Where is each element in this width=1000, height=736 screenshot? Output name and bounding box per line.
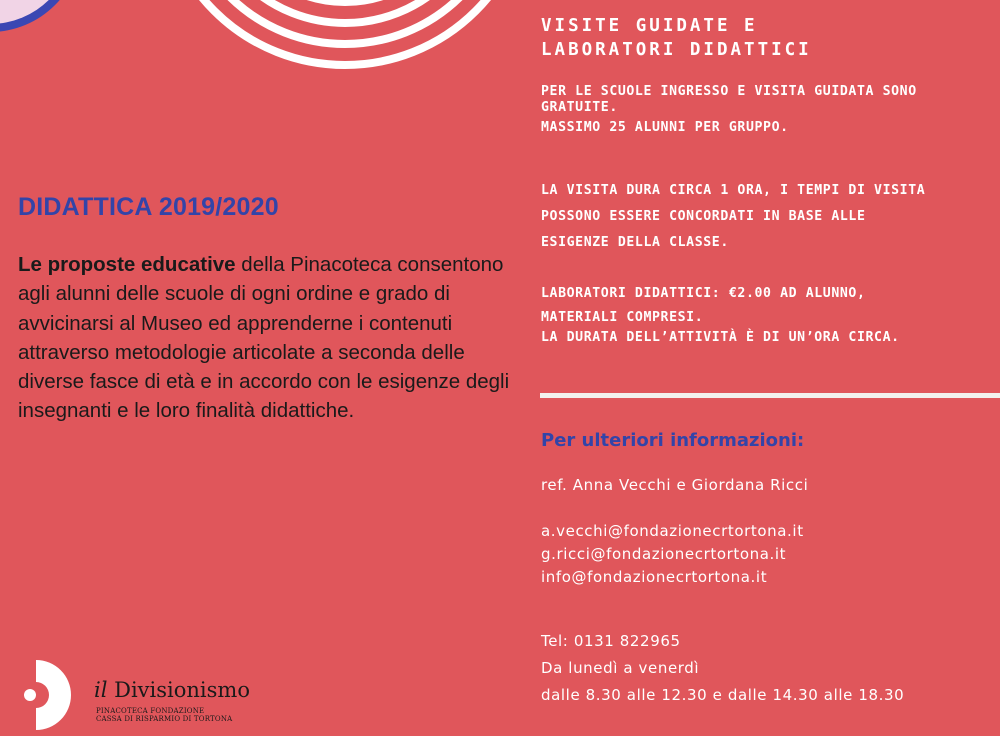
guided-visits-title-line1: VISITE GUIDATE E <box>541 16 758 36</box>
logo-name <box>94 678 250 702</box>
logo-mark-icon <box>18 658 90 733</box>
phone-number[interactable]: Tel: 0131 822965 <box>541 632 681 650</box>
logo-subtitle-line2: CASSA DI RISPARMIO DI TORTONA <box>96 715 233 723</box>
decorative-circle-outer <box>0 0 82 32</box>
divisionismo-logo <box>18 658 248 733</box>
decorative-circle-inner <box>0 0 74 24</box>
schools-line-3: MASSIMO 25 ALUNNI PER GRUPPO. <box>541 120 789 135</box>
duration-line-2: POSSONO ESSERE CONCORDATI IN BASE ALLE <box>541 209 866 224</box>
guided-visits-title <box>541 14 812 62</box>
contact-heading: Per ulteriori informazioni: <box>541 430 805 451</box>
email-link-1[interactable]: a.vecchi@fondazionecrtortona.it <box>541 522 804 540</box>
laboratory-info <box>541 282 996 350</box>
duration-line-3: ESIGENZE DELLA CLASSE. <box>541 235 729 250</box>
intro-bold-text: Le proposte educative <box>18 253 236 276</box>
contact-ref: ref. Anna Vecchi e Giordana Ricci <box>541 476 809 494</box>
schools-line-1: PER LE SCUOLE INGRESSO E VISITA GUIDATA SONO <box>541 84 917 99</box>
schools-info <box>541 84 996 136</box>
decorative-ring-4 <box>223 0 467 2</box>
duration-info <box>541 178 996 256</box>
contact-hours <box>541 628 904 709</box>
lab-line-3: LA DURATA DELL’ATTIVITÀ È DI UN’ORA CIRCA. <box>541 330 900 345</box>
section-title: DIDATTICA 2019/2020 <box>18 193 279 221</box>
intro-text: della Pinacoteca consentono agli alunni delle scuole di ogni ordine e grado di avvicinarsi al Museo ed apprenderne i contenuti attraverso metodologie articolate a seconda delle diverse fasce di età e in accordo con le esigenze degli insegnanti e le loro finalità didattiche. <box>18 253 510 423</box>
schools-line-2: GRATUITE. <box>541 100 618 115</box>
logo-subtitle <box>96 707 232 723</box>
logo-subtitle-line1: PINACOTECA FONDAZIONE <box>96 707 205 715</box>
opening-hours: dalle 8.30 alle 12.30 e dalle 14.30 alle 18.30 <box>541 686 905 704</box>
intro-paragraph <box>18 250 523 426</box>
logo-name-text: Divisionismo <box>107 678 250 702</box>
section-divider <box>540 393 1000 398</box>
logo-name-italic: il <box>94 678 108 702</box>
email-link-3[interactable]: info@fondazionecrtortona.it <box>541 568 768 586</box>
email-link-2[interactable]: g.ricci@fondazionecrtortona.it <box>541 545 787 563</box>
duration-line-1: LA VISITA DURA CIRCA 1 ORA, I TEMPI DI VISITA <box>541 183 926 198</box>
decorative-ring-1 <box>160 0 530 65</box>
opening-days: Da lunedì a venerdì <box>541 659 700 677</box>
guided-visits-title-line2: LABORATORI DIDATTICI <box>541 40 812 60</box>
contact-emails <box>541 520 804 589</box>
lab-line-2: MATERIALI COMPRESI. <box>541 310 704 325</box>
decorative-ring-3 <box>202 0 488 23</box>
decorative-ring-2 <box>181 0 509 44</box>
lab-line-1: LABORATORI DIDATTICI: €2.00 AD ALUNNO, <box>541 286 866 301</box>
